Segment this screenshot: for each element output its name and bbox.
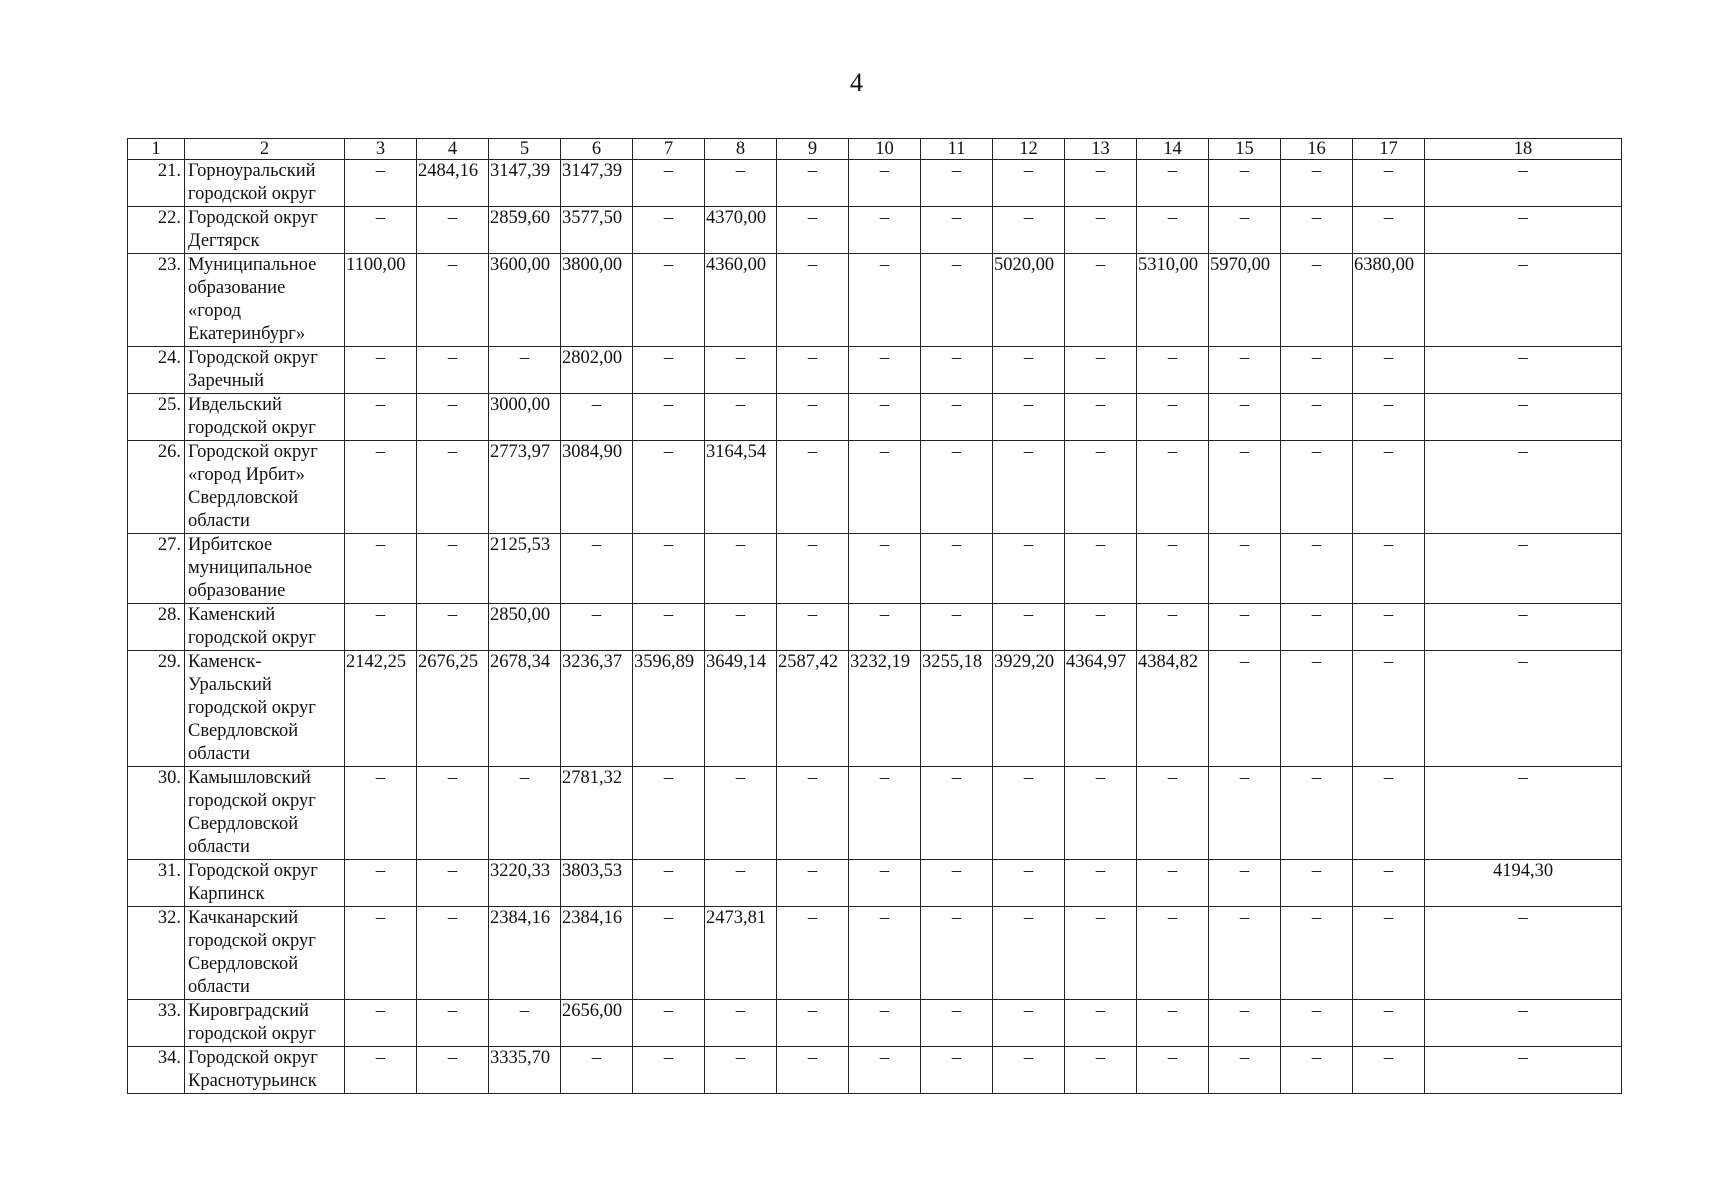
row-number: 25. bbox=[128, 394, 185, 441]
value-cell: – bbox=[1425, 534, 1622, 604]
value-cell: – bbox=[345, 347, 417, 394]
value-cell: – bbox=[777, 347, 849, 394]
value-cell: – bbox=[921, 207, 993, 254]
value-cell: – bbox=[777, 160, 849, 207]
value-cell: – bbox=[1353, 1000, 1425, 1047]
value-cell: – bbox=[345, 1000, 417, 1047]
value-cell: – bbox=[1281, 347, 1353, 394]
municipality-name: Качканарский городской округ Свердловской области bbox=[185, 907, 345, 1000]
column-header: 3 bbox=[345, 139, 417, 160]
value-cell: – bbox=[849, 254, 921, 347]
value-cell: – bbox=[705, 1047, 777, 1094]
value-cell: – bbox=[633, 160, 705, 207]
municipality-name: Городской округ Заречный bbox=[185, 347, 345, 394]
value-cell: – bbox=[849, 1047, 921, 1094]
value-cell: – bbox=[1065, 1047, 1137, 1094]
value-cell: – bbox=[705, 767, 777, 860]
value-cell: – bbox=[345, 1047, 417, 1094]
value-cell: – bbox=[1281, 860, 1353, 907]
column-header: 1 bbox=[128, 139, 185, 160]
value-cell: 2781,32 bbox=[561, 767, 633, 860]
value-cell: – bbox=[417, 767, 489, 860]
value-cell: – bbox=[1065, 907, 1137, 1000]
value-cell: – bbox=[417, 207, 489, 254]
table-row bbox=[128, 1000, 1622, 1047]
value-cell: – bbox=[1425, 651, 1622, 767]
value-cell: – bbox=[417, 534, 489, 604]
value-cell: – bbox=[1353, 1047, 1425, 1094]
value-cell: – bbox=[1281, 1000, 1353, 1047]
value-cell: – bbox=[993, 1000, 1065, 1047]
value-cell: – bbox=[921, 767, 993, 860]
row-number: 26. bbox=[128, 441, 185, 534]
value-cell: – bbox=[1425, 441, 1622, 534]
value-cell: – bbox=[1425, 207, 1622, 254]
value-cell: 2678,34 bbox=[489, 651, 561, 767]
value-cell: 3232,19 bbox=[849, 651, 921, 767]
value-cell: 1100,00 bbox=[345, 254, 417, 347]
value-cell: – bbox=[1065, 160, 1137, 207]
value-cell: – bbox=[705, 604, 777, 651]
value-cell: – bbox=[417, 604, 489, 651]
value-cell: – bbox=[777, 1047, 849, 1094]
value-cell: 2384,16 bbox=[561, 907, 633, 1000]
value-cell: – bbox=[1065, 207, 1137, 254]
value-cell: – bbox=[633, 347, 705, 394]
value-cell: – bbox=[1353, 860, 1425, 907]
page-number: 4 bbox=[850, 68, 863, 97]
column-header: 13 bbox=[1065, 139, 1137, 160]
value-cell: – bbox=[1353, 160, 1425, 207]
value-cell: – bbox=[1065, 441, 1137, 534]
municipality-name: Городской округ «город Ирбит» Свердловской области bbox=[185, 441, 345, 534]
value-cell: – bbox=[1137, 1000, 1209, 1047]
column-header: 18 bbox=[1425, 139, 1622, 160]
value-cell: – bbox=[633, 254, 705, 347]
municipality-name: Ивдельский городской округ bbox=[185, 394, 345, 441]
value-cell: – bbox=[1281, 534, 1353, 604]
value-cell: – bbox=[1137, 207, 1209, 254]
value-cell: – bbox=[1209, 207, 1281, 254]
value-cell: – bbox=[1209, 1047, 1281, 1094]
value-cell: 2859,60 bbox=[489, 207, 561, 254]
value-cell: – bbox=[1065, 534, 1137, 604]
value-cell: – bbox=[1353, 347, 1425, 394]
value-cell: – bbox=[1281, 907, 1353, 1000]
column-header: 16 bbox=[1281, 139, 1353, 160]
value-cell: – bbox=[777, 604, 849, 651]
value-cell: – bbox=[345, 907, 417, 1000]
value-cell: – bbox=[1353, 394, 1425, 441]
value-cell: 3220,33 bbox=[489, 860, 561, 907]
value-cell: – bbox=[633, 207, 705, 254]
value-cell: – bbox=[705, 160, 777, 207]
value-cell: – bbox=[993, 394, 1065, 441]
value-cell: – bbox=[633, 860, 705, 907]
value-cell: – bbox=[633, 604, 705, 651]
value-cell: – bbox=[1209, 907, 1281, 1000]
value-cell: – bbox=[1137, 394, 1209, 441]
value-cell: – bbox=[705, 1000, 777, 1047]
municipality-name: Городской округ Карпинск bbox=[185, 860, 345, 907]
value-cell: – bbox=[1425, 160, 1622, 207]
value-cell: – bbox=[561, 534, 633, 604]
value-cell: 3255,18 bbox=[921, 651, 993, 767]
value-cell: – bbox=[1137, 1047, 1209, 1094]
value-cell: 2773,97 bbox=[489, 441, 561, 534]
value-cell: 2676,25 bbox=[417, 651, 489, 767]
row-number: 32. bbox=[128, 907, 185, 1000]
municipality-name: Каменск-Уральский городской округ Свердловской области bbox=[185, 651, 345, 767]
value-cell: – bbox=[1209, 160, 1281, 207]
value-cell: – bbox=[1209, 1000, 1281, 1047]
value-cell: – bbox=[921, 1047, 993, 1094]
value-cell: – bbox=[777, 767, 849, 860]
municipality-name: Муниципальное образование «город Екатеринбург» bbox=[185, 254, 345, 347]
value-cell: 3236,37 bbox=[561, 651, 633, 767]
row-number: 27. bbox=[128, 534, 185, 604]
value-cell: – bbox=[633, 394, 705, 441]
value-cell: – bbox=[993, 534, 1065, 604]
value-cell: – bbox=[1209, 604, 1281, 651]
value-cell: – bbox=[417, 860, 489, 907]
value-cell: – bbox=[921, 604, 993, 651]
value-cell: 5970,00 bbox=[1209, 254, 1281, 347]
value-cell: 2850,00 bbox=[489, 604, 561, 651]
row-number: 30. bbox=[128, 767, 185, 860]
value-cell: 4384,82 bbox=[1137, 651, 1209, 767]
value-cell: – bbox=[1353, 441, 1425, 534]
value-cell: – bbox=[849, 1000, 921, 1047]
value-cell: – bbox=[1281, 394, 1353, 441]
value-cell: 6380,00 bbox=[1353, 254, 1425, 347]
municipality-name: Горноуральский городской округ bbox=[185, 160, 345, 207]
row-number: 28. bbox=[128, 604, 185, 651]
value-cell: – bbox=[777, 394, 849, 441]
value-cell: – bbox=[1209, 441, 1281, 534]
table-row bbox=[128, 394, 1622, 441]
value-cell: – bbox=[345, 160, 417, 207]
value-cell: – bbox=[1425, 394, 1622, 441]
value-cell: – bbox=[1425, 347, 1622, 394]
column-header: 7 bbox=[633, 139, 705, 160]
value-cell: – bbox=[1137, 347, 1209, 394]
value-cell: – bbox=[1137, 604, 1209, 651]
value-cell: 4364,97 bbox=[1065, 651, 1137, 767]
column-header: 8 bbox=[705, 139, 777, 160]
value-cell: – bbox=[849, 604, 921, 651]
value-cell: – bbox=[417, 907, 489, 1000]
table-row bbox=[128, 651, 1622, 767]
value-cell: – bbox=[345, 394, 417, 441]
value-cell: – bbox=[777, 1000, 849, 1047]
value-cell: – bbox=[1425, 1047, 1622, 1094]
value-cell: 5020,00 bbox=[993, 254, 1065, 347]
row-number: 34. bbox=[128, 1047, 185, 1094]
value-cell: 2142,25 bbox=[345, 651, 417, 767]
value-cell: – bbox=[1353, 207, 1425, 254]
value-cell: – bbox=[417, 254, 489, 347]
row-number: 24. bbox=[128, 347, 185, 394]
municipality-name: Городской округ Краснотурьинск bbox=[185, 1047, 345, 1094]
value-cell: – bbox=[705, 394, 777, 441]
column-header: 12 bbox=[993, 139, 1065, 160]
table-row bbox=[128, 160, 1622, 207]
value-cell: 3800,00 bbox=[561, 254, 633, 347]
value-cell: – bbox=[705, 860, 777, 907]
value-cell: – bbox=[1281, 441, 1353, 534]
value-cell: – bbox=[1281, 604, 1353, 651]
value-cell: 3929,20 bbox=[993, 651, 1065, 767]
column-number-row bbox=[128, 139, 1622, 160]
value-cell: – bbox=[417, 1047, 489, 1094]
value-cell: – bbox=[1281, 651, 1353, 767]
value-cell: – bbox=[1353, 907, 1425, 1000]
value-cell: – bbox=[1425, 1000, 1622, 1047]
value-cell: 3335,70 bbox=[489, 1047, 561, 1094]
value-cell: – bbox=[1353, 604, 1425, 651]
column-header: 9 bbox=[777, 139, 849, 160]
table-body bbox=[128, 160, 1622, 1094]
value-cell: – bbox=[1209, 394, 1281, 441]
value-cell: – bbox=[1281, 1047, 1353, 1094]
value-cell: – bbox=[777, 441, 849, 534]
value-cell: – bbox=[561, 604, 633, 651]
table-row bbox=[128, 860, 1622, 907]
value-cell: 2484,16 bbox=[417, 160, 489, 207]
table-row bbox=[128, 1047, 1622, 1094]
municipality-name: Городской округ Дегтярск bbox=[185, 207, 345, 254]
value-cell: – bbox=[1137, 441, 1209, 534]
value-cell: – bbox=[633, 767, 705, 860]
value-cell: – bbox=[561, 394, 633, 441]
value-cell: – bbox=[993, 604, 1065, 651]
value-cell: – bbox=[921, 860, 993, 907]
value-cell: 4194,30 bbox=[1425, 860, 1622, 907]
value-cell: – bbox=[489, 347, 561, 394]
row-number: 21. bbox=[128, 160, 185, 207]
value-cell: – bbox=[705, 534, 777, 604]
value-cell: – bbox=[489, 767, 561, 860]
value-cell: – bbox=[1065, 394, 1137, 441]
column-header: 15 bbox=[1209, 139, 1281, 160]
value-cell: 3600,00 bbox=[489, 254, 561, 347]
value-cell: – bbox=[849, 441, 921, 534]
table-row bbox=[128, 254, 1622, 347]
column-header: 2 bbox=[185, 139, 345, 160]
value-cell: – bbox=[1065, 347, 1137, 394]
table-row bbox=[128, 441, 1622, 534]
municipality-name: Ирбитское муниципальное образование bbox=[185, 534, 345, 604]
value-cell: – bbox=[777, 907, 849, 1000]
value-cell: – bbox=[1209, 860, 1281, 907]
value-cell: – bbox=[777, 207, 849, 254]
row-number: 29. bbox=[128, 651, 185, 767]
value-cell: 4370,00 bbox=[705, 207, 777, 254]
value-cell: – bbox=[345, 534, 417, 604]
value-cell: – bbox=[993, 441, 1065, 534]
value-cell: – bbox=[633, 1047, 705, 1094]
value-cell: 3164,54 bbox=[705, 441, 777, 534]
value-cell: – bbox=[921, 441, 993, 534]
value-cell: 3577,50 bbox=[561, 207, 633, 254]
value-cell: – bbox=[921, 394, 993, 441]
value-cell: – bbox=[561, 1047, 633, 1094]
value-cell: – bbox=[1137, 907, 1209, 1000]
value-cell: 2473,81 bbox=[705, 907, 777, 1000]
value-cell: – bbox=[921, 907, 993, 1000]
value-cell: – bbox=[849, 767, 921, 860]
value-cell: 2384,16 bbox=[489, 907, 561, 1000]
value-cell: 2125,53 bbox=[489, 534, 561, 604]
table-row bbox=[128, 534, 1622, 604]
value-cell: – bbox=[993, 767, 1065, 860]
value-cell: 2802,00 bbox=[561, 347, 633, 394]
value-cell: – bbox=[1281, 254, 1353, 347]
value-cell: – bbox=[777, 860, 849, 907]
municipality-name: Кировградский городской округ bbox=[185, 1000, 345, 1047]
value-cell: – bbox=[1137, 767, 1209, 860]
value-cell: – bbox=[705, 347, 777, 394]
value-cell: – bbox=[633, 534, 705, 604]
column-header: 5 bbox=[489, 139, 561, 160]
value-cell: – bbox=[1137, 860, 1209, 907]
value-cell: – bbox=[1425, 604, 1622, 651]
row-number: 23. bbox=[128, 254, 185, 347]
value-cell: – bbox=[993, 860, 1065, 907]
municipality-name: Каменский городской округ bbox=[185, 604, 345, 651]
value-cell: 3000,00 bbox=[489, 394, 561, 441]
value-cell: – bbox=[993, 207, 1065, 254]
value-cell: – bbox=[921, 254, 993, 347]
table-row bbox=[128, 767, 1622, 860]
value-cell: – bbox=[345, 860, 417, 907]
value-cell: – bbox=[921, 160, 993, 207]
tariff-table bbox=[127, 138, 1622, 1094]
value-cell: – bbox=[417, 394, 489, 441]
value-cell: – bbox=[849, 394, 921, 441]
value-cell: 4360,00 bbox=[705, 254, 777, 347]
value-cell: – bbox=[1425, 907, 1622, 1000]
row-number: 31. bbox=[128, 860, 185, 907]
value-cell: – bbox=[1281, 207, 1353, 254]
column-header: 11 bbox=[921, 139, 993, 160]
value-cell: – bbox=[849, 534, 921, 604]
value-cell: 3803,53 bbox=[561, 860, 633, 907]
value-cell: – bbox=[1137, 160, 1209, 207]
value-cell: 5310,00 bbox=[1137, 254, 1209, 347]
row-number: 33. bbox=[128, 1000, 185, 1047]
value-cell: – bbox=[417, 1000, 489, 1047]
value-cell: 3649,14 bbox=[705, 651, 777, 767]
value-cell: – bbox=[1209, 651, 1281, 767]
value-cell: – bbox=[993, 1047, 1065, 1094]
value-cell: – bbox=[1353, 534, 1425, 604]
table-row bbox=[128, 907, 1622, 1000]
column-header: 4 bbox=[417, 139, 489, 160]
value-cell: – bbox=[777, 534, 849, 604]
value-cell: 3147,39 bbox=[561, 160, 633, 207]
value-cell: – bbox=[417, 441, 489, 534]
value-cell: – bbox=[345, 207, 417, 254]
table-row bbox=[128, 604, 1622, 651]
value-cell: – bbox=[1065, 604, 1137, 651]
value-cell: – bbox=[849, 160, 921, 207]
value-cell: – bbox=[1353, 651, 1425, 767]
value-cell: – bbox=[1209, 534, 1281, 604]
column-header: 10 bbox=[849, 139, 921, 160]
value-cell: – bbox=[1281, 767, 1353, 860]
value-cell: – bbox=[1065, 1000, 1137, 1047]
value-cell: – bbox=[345, 604, 417, 651]
value-cell: – bbox=[1209, 347, 1281, 394]
value-cell: – bbox=[993, 907, 1065, 1000]
value-cell: – bbox=[489, 1000, 561, 1047]
value-cell: 3147,39 bbox=[489, 160, 561, 207]
value-cell: – bbox=[345, 767, 417, 860]
value-cell: – bbox=[1209, 767, 1281, 860]
value-cell: 3596,89 bbox=[633, 651, 705, 767]
value-cell: 3084,90 bbox=[561, 441, 633, 534]
value-cell: – bbox=[849, 347, 921, 394]
value-cell: – bbox=[345, 441, 417, 534]
value-cell: – bbox=[1065, 767, 1137, 860]
value-cell: – bbox=[633, 907, 705, 1000]
value-cell: 2656,00 bbox=[561, 1000, 633, 1047]
value-cell: – bbox=[417, 347, 489, 394]
value-cell: – bbox=[1065, 860, 1137, 907]
value-cell: – bbox=[993, 160, 1065, 207]
column-header: 17 bbox=[1353, 139, 1425, 160]
table-row bbox=[128, 347, 1622, 394]
value-cell: – bbox=[1281, 160, 1353, 207]
value-cell: – bbox=[921, 534, 993, 604]
value-cell: – bbox=[1353, 767, 1425, 860]
value-cell: – bbox=[849, 907, 921, 1000]
value-cell: – bbox=[849, 860, 921, 907]
row-number: 22. bbox=[128, 207, 185, 254]
value-cell: – bbox=[1425, 254, 1622, 347]
value-cell: – bbox=[633, 441, 705, 534]
column-header: 14 bbox=[1137, 139, 1209, 160]
table-row bbox=[128, 207, 1622, 254]
value-cell: – bbox=[921, 1000, 993, 1047]
value-cell: – bbox=[1425, 767, 1622, 860]
value-cell: – bbox=[849, 207, 921, 254]
value-cell: – bbox=[777, 254, 849, 347]
value-cell: – bbox=[993, 347, 1065, 394]
value-cell: – bbox=[1065, 254, 1137, 347]
value-cell: – bbox=[1137, 534, 1209, 604]
municipality-name: Камышловский городской округ Свердловской области bbox=[185, 767, 345, 860]
column-header: 6 bbox=[561, 139, 633, 160]
value-cell: – bbox=[633, 1000, 705, 1047]
value-cell: 2587,42 bbox=[777, 651, 849, 767]
value-cell: – bbox=[921, 347, 993, 394]
